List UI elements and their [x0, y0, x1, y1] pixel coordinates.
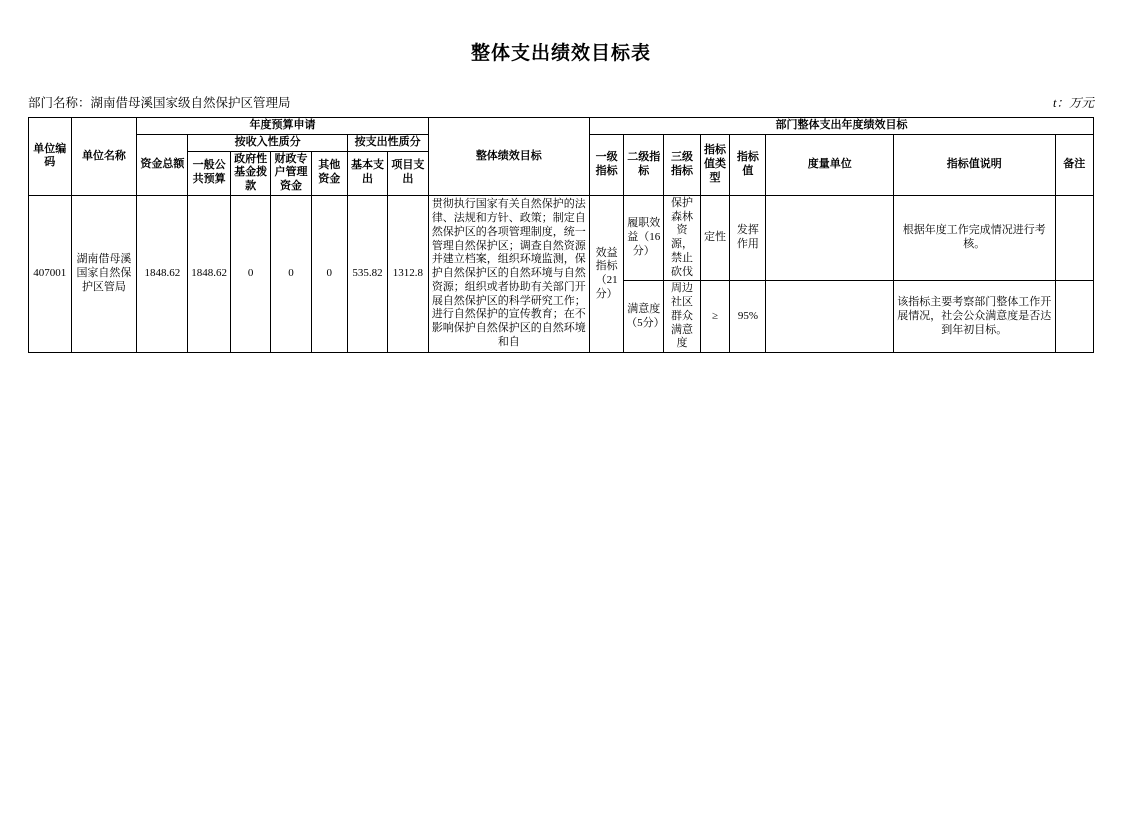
- cell-level1: 效益指标（21分）: [590, 195, 624, 353]
- subheader: [28, 93, 1094, 111]
- cell-unit-code: 407001: [29, 195, 72, 353]
- cell-value-type-1: 定性: [700, 195, 730, 281]
- cell-basic-expense: 535.82: [347, 195, 387, 353]
- amount-unit-note: t：万元: [1053, 96, 1094, 110]
- cell-value-desc-2: 该指标主要考察部门整体工作开展情况，社会公众满意度是否达到年初目标。: [894, 281, 1056, 353]
- page-title: 整体支出绩效目标表: [470, 43, 651, 64]
- header-unit-name: 单位名称: [71, 118, 137, 196]
- document-page: [0, 38, 1122, 831]
- header-level3: 三级指标: [664, 134, 700, 195]
- cell-measure-unit-2: [766, 281, 894, 353]
- header-measure-unit: 度量单位: [766, 134, 894, 195]
- cell-overall-goal: 贯彻执行国家有关自然保护的法律、法规和方针、政策；制定自然保护区的各项管理制度，统一管理自然保护区；调查自然资源并建立档案，组织环境监测，保护自然保护区的自然环境与自然资源；组织或者协助有关部门开展自然保护区的科学研究工作；进行自然保护的宣传教育；在不影响保护自然保护区的自然环境和自: [428, 195, 590, 353]
- cell-total-amount: 1848.62: [137, 195, 188, 353]
- header-other-funds: 其他资金: [311, 151, 347, 195]
- header-value-type: 指标值类型: [700, 134, 730, 195]
- header-total-amount: 资金总额: [137, 134, 188, 195]
- header-unit-code: 单位编码: [29, 118, 72, 196]
- cell-value-1: 发挥作用: [730, 195, 766, 281]
- cell-level2-2: 满意度（5分）: [624, 281, 664, 353]
- header-fiscal-account: 财政专户管理资金: [271, 151, 311, 195]
- header-by-expense: 按支出性质分: [347, 134, 428, 151]
- header-gov-fund: 政府性基金拨款: [230, 151, 270, 195]
- table-row: [29, 195, 1094, 281]
- department-name: 部门名称：湖南借母溪国家级自然保护区管理局: [28, 96, 291, 110]
- cell-level2-1: 履职效益（16分）: [624, 195, 664, 281]
- header-budget-group: 年度预算申请: [137, 118, 428, 135]
- cell-other-funds: 0: [311, 195, 347, 353]
- cell-value-2: 95%: [730, 281, 766, 353]
- cell-value-type-2: ≥: [700, 281, 730, 353]
- cell-level3-2: 周边社区群众满意度: [664, 281, 700, 353]
- header-project-expense: 项目支出: [388, 151, 428, 195]
- header-level2: 二级指标: [624, 134, 664, 195]
- header-basic-expense: 基本支出: [347, 151, 387, 195]
- table-header-row-1: [29, 118, 1094, 135]
- performance-target-table: [28, 117, 1094, 353]
- cell-fiscal-account: 0: [271, 195, 311, 353]
- header-overall-goal: 整体绩效目标: [428, 118, 590, 196]
- cell-value-desc-1: 根据年度工作完成情况进行考核。: [894, 195, 1056, 281]
- header-annual-goal-group: 部门整体支出年度绩效目标: [590, 118, 1094, 135]
- cell-gov-fund: 0: [230, 195, 270, 353]
- header-value-desc: 指标值说明: [894, 134, 1056, 195]
- cell-remark-2: [1055, 281, 1093, 353]
- header-remark: 备注: [1055, 134, 1093, 195]
- header-general-public: 一般公共预算: [188, 151, 231, 195]
- cell-measure-unit-1: [766, 195, 894, 281]
- cell-unit-name: 湖南借母溪国家自然保护区管局: [71, 195, 137, 353]
- cell-project-expense: 1312.8: [388, 195, 428, 353]
- cell-remark-1: [1055, 195, 1093, 281]
- header-level1: 一级指标: [590, 134, 624, 195]
- header-by-income: 按收入性质分: [188, 134, 347, 151]
- header-value: 指标值: [730, 134, 766, 195]
- cell-general-public: 1848.62: [188, 195, 231, 353]
- cell-level3-1: 保护森林资源，禁止砍伐: [664, 195, 700, 281]
